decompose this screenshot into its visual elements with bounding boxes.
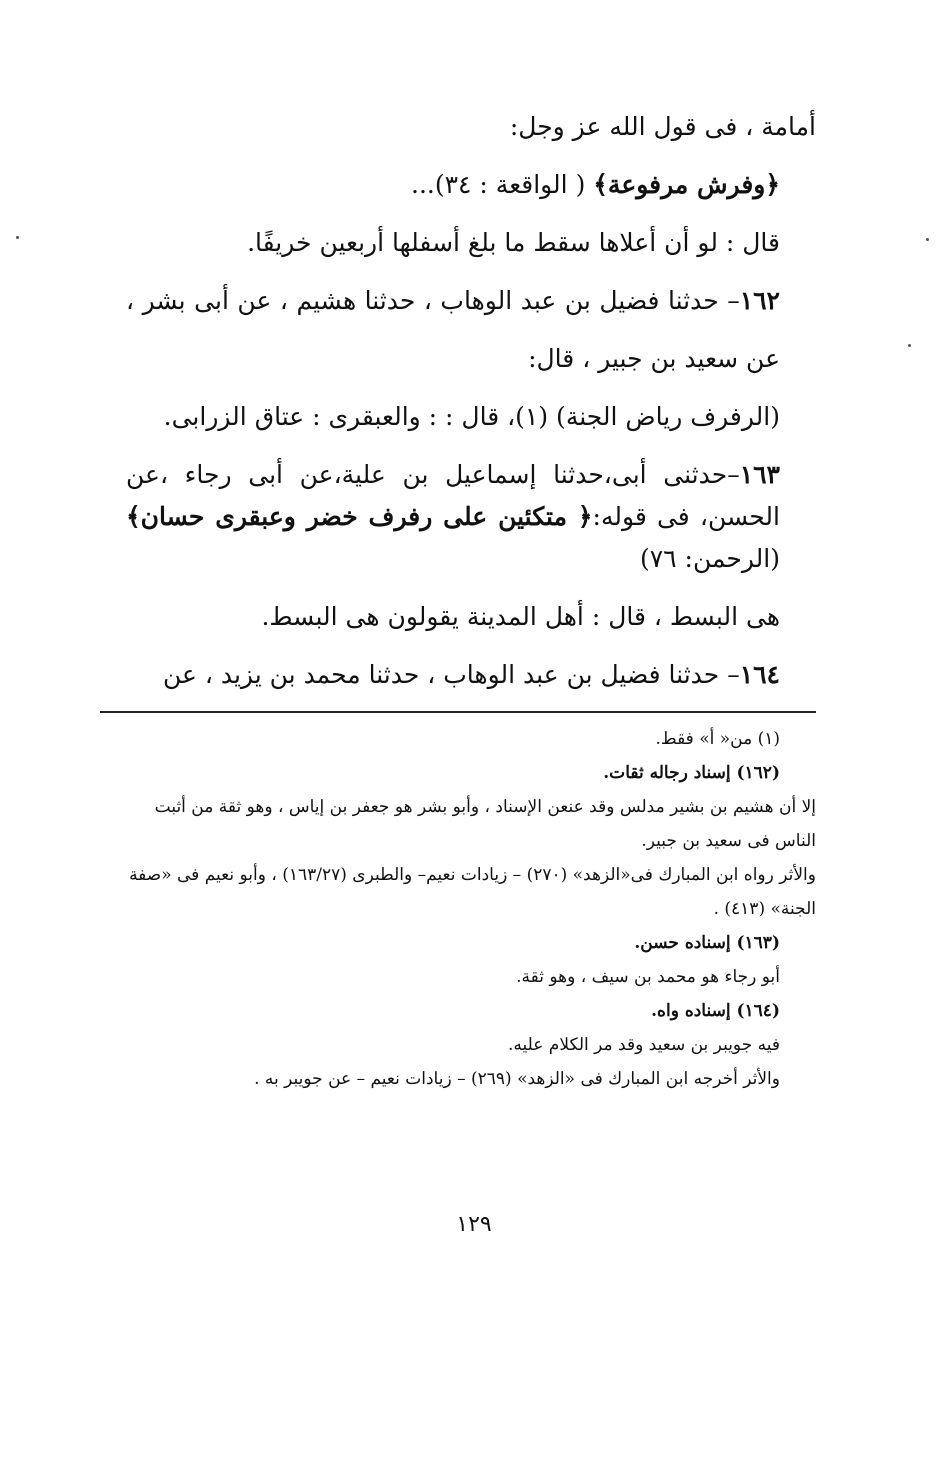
paragraph-6-text: –حدثنى أبى،حدثنا إسماعيل بن علية،عن أبى رجاء ،عن الحسن، فى قوله:: [126, 460, 780, 531]
paragraph-3-text: قال : لو أن أعلاها سقط ما بلغ أسفلها أربعين خريفًا.: [247, 228, 780, 257]
footnote-162-body: إلا أن هشيم بن بشير مدلس وقد عنعن الإسناد ، وأبو بشر هو جعفر بن إياس ، وهو ثقة من أثبت الناس فى سعيد بن جبير.: [154, 797, 816, 851]
paragraph-5-text: (الرفرف رياض الجنة) (١)، قال : : والعبقرى : عتاق الزرابى.: [163, 402, 780, 431]
paragraph-7-text: هى البسط ، قال : أهل المدينة يقولون هى البسط.: [261, 602, 780, 631]
footnote-divider: [100, 711, 816, 713]
paragraph-4-text: – حدثنا فضيل بن عبد الوهاب ، حدثنا هشيم ، عن أبى بشر ، عن سعيد بن جبير ، قال:: [126, 286, 780, 373]
footnote-heading-163: (١٦٣) إسناده حسن.: [634, 933, 780, 953]
paragraph-1: [126, 98, 816, 156]
verse-reference: (الرحمن: ٧٦): [639, 544, 780, 573]
paragraph-6: [126, 454, 816, 580]
hadith-number: ١٦٢: [739, 286, 780, 315]
verse-reference: ( الواقعة : ٣٤)...: [411, 170, 594, 199]
paragraph-4: [126, 272, 816, 388]
footnote-1: (١) من« أ» فقط.: [655, 729, 780, 749]
paragraph-7: [126, 588, 816, 646]
paragraph-3: [126, 214, 816, 272]
paragraph-1-text: أمامة ، فى قول الله عز وجل:: [509, 112, 816, 141]
paragraph-8: [126, 646, 816, 704]
quran-verse: ﴿ متكئين على رفرف خضر وعبقرى حسان﴾: [126, 502, 593, 531]
page-number: ١٢٩: [456, 1212, 492, 1237]
hadith-number: ١٦٤: [739, 660, 780, 689]
scan-speck: [926, 238, 929, 241]
footnote-162-source: والأثر رواه ابن المبارك فى«الزهد» (٢٧٠) – زيادات نعيم– والطبرى (١٦٣/٢٧) ، وأبو نعيم فى «صفة الجنة» (٤١٣) .: [129, 865, 816, 919]
footnote-163-body: أبو رجاء هو محمد بن سيف ، وهو ثقة.: [516, 967, 780, 987]
footnotes-block: [126, 722, 816, 1096]
footnote-heading-164: (١٦٤) إسناده واه.: [651, 1001, 780, 1021]
hadith-number: ١٦٣: [739, 460, 780, 489]
scan-speck: [16, 236, 19, 239]
paragraph-5: [126, 388, 816, 446]
footnote-heading-162: (١٦٢) إسناد رجاله ثقات.: [603, 763, 780, 783]
footnote-164-source: والأثر أخرجه ابن المبارك فى «الزهد» (٢٦٩) – زيادات نعيم – عن جويبر به .: [254, 1069, 780, 1089]
scan-speck: [908, 344, 911, 347]
footnote-164-body: فيه جويبر بن سعيد وقد مر الكلام عليه.: [507, 1035, 780, 1055]
quran-verse: ﴿وفرش مرفوعة﴾: [593, 170, 780, 199]
paragraph-2: [126, 156, 816, 214]
paragraph-8-text: – حدثنا فضيل بن عبد الوهاب ، حدثنا محمد بن يزيد ، عن: [162, 660, 740, 689]
main-text-block: [126, 98, 816, 704]
